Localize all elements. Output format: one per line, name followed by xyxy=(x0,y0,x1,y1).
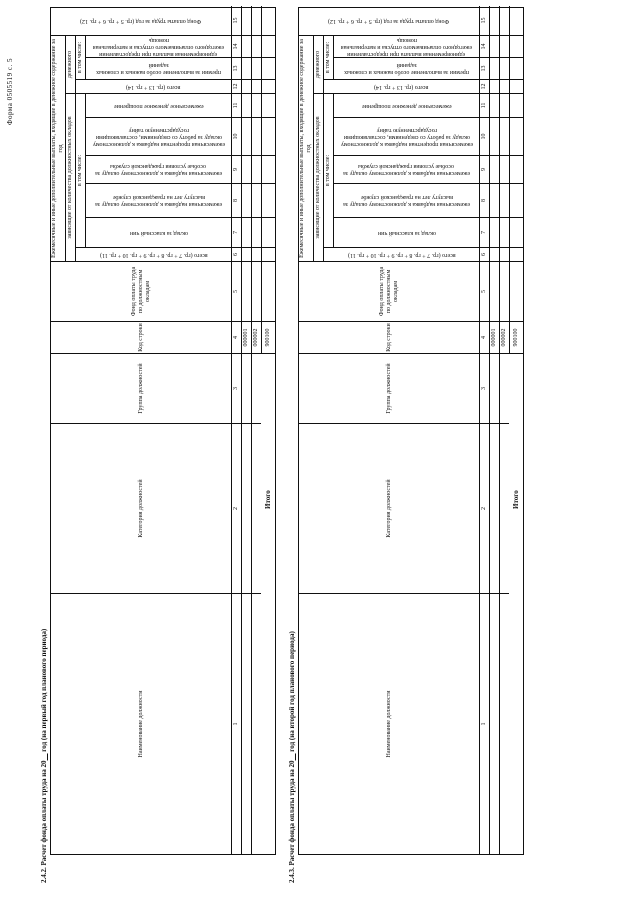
total-row-cell xyxy=(509,184,523,218)
column-number: 1 xyxy=(231,594,241,854)
column-number: 11 xyxy=(231,94,241,118)
total-row-cell xyxy=(509,262,523,322)
table-row-cell xyxy=(489,248,499,262)
table-row-cell xyxy=(499,262,509,322)
total-row-cell xyxy=(509,94,523,118)
column-number: 10 xyxy=(231,118,241,156)
column-number: 3 xyxy=(479,354,489,424)
header-position-group-text: Группа должностей xyxy=(137,363,144,414)
header-long-service xyxy=(333,184,479,218)
header-monthly-payments-text: Ежемесячные и иные дополнительные выплаты, входящие в денежное содержание за год xyxy=(51,39,64,258)
total-row-cell xyxy=(509,80,523,94)
year-blank xyxy=(40,753,48,760)
table-row-cell xyxy=(489,156,499,184)
header-depending-salary-text: денежного xyxy=(315,50,321,79)
header-class-rank-text: оклад за классный чин xyxy=(377,230,436,236)
total-row-cell xyxy=(509,118,523,156)
table-row-cell xyxy=(241,118,251,156)
table-row-cell xyxy=(499,354,509,424)
table-row-cell xyxy=(499,80,509,94)
section-title-2-prefix: 2.4.3. Расчет фонда оплаты труда на 20 xyxy=(288,760,296,883)
header-long-service-text: ежемесячная надбавка к должностному окладу за выслугу лет на гражданской службе xyxy=(343,194,470,208)
table-row-cell xyxy=(251,248,261,262)
total-row-cell xyxy=(509,248,523,262)
column-number: 4 xyxy=(479,322,489,354)
column-number: 9 xyxy=(231,156,241,184)
section-title-2-suffix: год (на второй год планового периода) xyxy=(288,631,296,752)
table-row-cell xyxy=(499,594,509,854)
total-row-cell: 900100 xyxy=(261,322,275,354)
header-salary-fund xyxy=(51,262,231,322)
header-including-1-text: в том числе: xyxy=(77,154,83,187)
table-row-cell: 000002 xyxy=(499,322,509,354)
header-including-2-text: в том числе: xyxy=(325,41,331,74)
form-number: Форма 0505519 с. 5 xyxy=(6,57,14,125)
header-state-secret xyxy=(85,118,231,156)
table-row-cell: 000002 xyxy=(251,322,261,354)
table-row-cell xyxy=(489,184,499,218)
header-total-col6 xyxy=(323,248,479,262)
total-label-2: Итого xyxy=(512,490,520,509)
table-row-cell xyxy=(251,218,261,248)
section-title-2 xyxy=(288,631,296,883)
table-row-cell xyxy=(489,594,499,854)
header-including-2 xyxy=(75,36,85,80)
salary-fund-table-2 xyxy=(298,7,524,855)
header-depending-count-text: зависящие от количества должностных окладов xyxy=(315,116,321,239)
table-row-cell xyxy=(241,80,251,94)
column-number: 12 xyxy=(231,80,241,94)
column-number: 12 xyxy=(479,80,489,94)
header-class-rank xyxy=(85,218,231,248)
table-row-cell xyxy=(251,156,261,184)
total-row-cell xyxy=(261,118,275,156)
table-row-cell xyxy=(251,80,261,94)
header-total-col12-text: всего (гр. 13 + гр. 14) xyxy=(374,84,429,90)
total-row-cell xyxy=(509,218,523,248)
header-depending-count-text: зависящие от количества должностных окладов xyxy=(67,116,73,239)
header-including-2 xyxy=(323,36,333,80)
column-number: 7 xyxy=(231,218,241,248)
total-row-cell xyxy=(261,248,275,262)
table-row-cell xyxy=(251,6,261,36)
total-row-cell xyxy=(261,218,275,248)
total-row-cell xyxy=(509,58,523,80)
table-row-cell xyxy=(499,424,509,594)
header-monthly-payments xyxy=(51,36,65,262)
header-fund-total-text: Фонд оплаты труда за год (гр. 5 + гр. 6 + гр. 12) xyxy=(328,18,450,24)
total-row-cell xyxy=(261,80,275,94)
header-including-1 xyxy=(323,94,333,248)
column-number: 2 xyxy=(479,424,489,594)
total-row-cell xyxy=(509,156,523,184)
column-number: 3 xyxy=(231,354,241,424)
header-depending-salary xyxy=(65,36,75,94)
column-number: 7 xyxy=(479,218,489,248)
header-monthly-bonus-text: ежемесячное денежное поощрение xyxy=(361,103,452,109)
column-number: 14 xyxy=(479,36,489,58)
column-number: 6 xyxy=(479,248,489,262)
header-line-code xyxy=(51,322,231,354)
header-position-category xyxy=(51,424,231,594)
table-row-cell xyxy=(251,184,261,218)
table-row-cell xyxy=(251,36,261,58)
total-row-cell xyxy=(509,6,523,36)
header-lump-sum xyxy=(85,36,231,58)
table-row-cell xyxy=(499,6,509,36)
column-number: 15 xyxy=(479,6,489,36)
column-number: 13 xyxy=(231,58,241,80)
header-monthly-bonus-text: ежемесячное денежное поощрение xyxy=(113,103,204,109)
header-state-secret xyxy=(333,118,479,156)
table-row-cell xyxy=(499,58,509,80)
table-row-cell xyxy=(489,262,499,322)
section-title-1 xyxy=(40,629,48,883)
table-row-cell xyxy=(489,6,499,36)
table-row-cell xyxy=(251,424,261,594)
total-label-1: Итого xyxy=(264,490,272,509)
header-monthly-bonus xyxy=(85,94,231,118)
header-fund-total xyxy=(299,6,479,36)
header-total-col12 xyxy=(323,80,479,94)
header-monthly-bonus xyxy=(333,94,479,118)
header-position-category-text: Категория должностей xyxy=(137,479,144,538)
table-row-cell xyxy=(241,248,251,262)
table-row-cell xyxy=(499,156,509,184)
total-row-cell xyxy=(261,58,275,80)
header-total-col6-text: всего (гр. 7 + гр. 8 + гр. 9 + гр. 10 + гр. 11) xyxy=(347,252,456,258)
header-long-service xyxy=(85,184,231,218)
section-title-1-suffix: год (на первый год планового периода) xyxy=(40,628,48,752)
column-number: 13 xyxy=(479,58,489,80)
table-row-cell xyxy=(499,36,509,58)
column-number: 2 xyxy=(231,424,241,594)
column-number: 11 xyxy=(479,94,489,118)
salary-fund-table-1 xyxy=(50,7,276,855)
header-fund-total-text: Фонд оплаты труда за год (гр. 5 + гр. 6 + гр. 12) xyxy=(80,18,202,24)
total-row-cell: 900100 xyxy=(509,322,523,354)
table-row-cell xyxy=(489,354,499,424)
column-number: 10 xyxy=(479,118,489,156)
column-number: 8 xyxy=(231,184,241,218)
header-position-category xyxy=(299,424,479,594)
table-row-cell xyxy=(251,354,261,424)
table-row-cell xyxy=(499,184,509,218)
table-row-cell xyxy=(499,118,509,156)
header-including-1 xyxy=(75,94,85,248)
table-row-cell: 000001 xyxy=(241,322,251,354)
table-row-cell xyxy=(241,594,251,854)
header-lump-sum xyxy=(333,36,479,58)
header-special-conditions-text: ежемесячная надбавка к должностному окладу за особые условия гражданской службы xyxy=(343,163,470,177)
total-row-cell xyxy=(261,262,275,322)
table-row-cell xyxy=(251,118,261,156)
column-number: 15 xyxy=(231,6,241,36)
section-title-1-prefix: 2.4.2. Расчет фонда оплаты труда на 20 xyxy=(40,760,48,883)
header-including-2-text: в том числе: xyxy=(77,41,83,74)
table-row-cell xyxy=(251,94,261,118)
table-row-cell xyxy=(241,424,251,594)
total-row-cell xyxy=(261,184,275,218)
header-position-name-text: Наименование должности xyxy=(385,690,392,758)
header-salary-fund-text: Фонд оплаты труда по должностным окладам xyxy=(378,266,399,317)
table-row-cell xyxy=(241,262,251,322)
table-row-cell xyxy=(251,594,261,854)
header-line-code-text: Код строки xyxy=(137,323,144,352)
table-row-cell xyxy=(241,156,251,184)
header-class-rank-text: оклад за классный чин xyxy=(129,230,188,236)
table-row-cell xyxy=(489,118,499,156)
header-position-name-text: Наименование должности xyxy=(137,690,144,758)
header-position-name xyxy=(299,594,479,854)
header-including-1-text: в том числе: xyxy=(325,154,331,187)
table-row-cell xyxy=(241,354,251,424)
header-lump-sum-text: единовременная выплата при предоставлении ежегодного оплачиваемого отпуска и материальная помощь xyxy=(92,37,225,57)
header-total-col6-text: всего (гр. 7 + гр. 8 + гр. 9 + гр. 10 + гр. 11) xyxy=(99,252,208,258)
column-number: 5 xyxy=(231,262,241,322)
table-row-cell xyxy=(241,58,251,80)
total-row-cell xyxy=(261,36,275,58)
table-row-cell xyxy=(241,184,251,218)
header-premiums xyxy=(333,58,479,80)
column-number: 4 xyxy=(231,322,241,354)
header-position-group-text: Группа должностей xyxy=(385,363,392,414)
table-row-cell: 000001 xyxy=(489,322,499,354)
year-blank xyxy=(288,753,296,760)
header-depending-count xyxy=(313,94,323,262)
table-row-cell xyxy=(241,36,251,58)
table-row-cell xyxy=(251,58,261,80)
header-position-category-text: Категория должностей xyxy=(385,479,392,538)
header-position-name xyxy=(51,594,231,854)
header-salary-fund xyxy=(299,262,479,322)
table-row-cell xyxy=(241,94,251,118)
table-row-cell xyxy=(489,36,499,58)
table-row-cell xyxy=(499,94,509,118)
header-depending-salary-text: денежного xyxy=(67,50,73,79)
header-total-col12-text: всего (гр. 13 + гр. 14) xyxy=(126,84,181,90)
table-row-cell xyxy=(499,248,509,262)
header-monthly-payments xyxy=(299,36,313,262)
total-row-cell xyxy=(261,94,275,118)
total-row-cell xyxy=(261,156,275,184)
column-number: 5 xyxy=(479,262,489,322)
header-state-secret-text: ежемесячная процентная надбавка к должностному окладу за работу со сведениями, составляющими государственную тайну xyxy=(340,127,473,147)
header-position-group xyxy=(299,354,479,424)
header-class-rank xyxy=(333,218,479,248)
header-state-secret-text: ежемесячная процентная надбавка к должностному окладу за работу со сведениями, составляющими государственную тайну xyxy=(92,127,225,147)
header-premiums-text: премии за выполнение особо важных и сложных заданий xyxy=(96,62,221,76)
header-salary-fund-text: Фонд оплаты труда по должностным окладам xyxy=(130,266,151,317)
header-position-group xyxy=(51,354,231,424)
header-special-conditions-text: ежемесячная надбавка к должностному окладу за особые условия гражданской службы xyxy=(95,163,222,177)
header-fund-total xyxy=(51,6,231,36)
column-number: 1 xyxy=(479,594,489,854)
header-monthly-payments-text: Ежемесячные и иные дополнительные выплаты, входящие в денежное содержание за год xyxy=(299,39,312,258)
header-premiums xyxy=(85,58,231,80)
header-depending-count xyxy=(65,94,75,262)
header-special-conditions xyxy=(85,156,231,184)
header-line-code xyxy=(299,322,479,354)
header-total-col12 xyxy=(75,80,231,94)
table-row-cell xyxy=(241,218,251,248)
column-number: 8 xyxy=(479,184,489,218)
header-line-code-text: Код строки xyxy=(385,323,392,352)
table-row-cell xyxy=(251,262,261,322)
table-row-cell xyxy=(489,218,499,248)
table-row-cell xyxy=(489,424,499,594)
header-depending-salary xyxy=(313,36,323,94)
header-special-conditions xyxy=(333,156,479,184)
total-row-cell xyxy=(261,6,275,36)
table-row-cell xyxy=(241,6,251,36)
header-total-col6 xyxy=(75,248,231,262)
total-row-cell xyxy=(509,36,523,58)
header-long-service-text: ежемесячная надбавка к должностному окладу за выслугу лет на гражданской службе xyxy=(95,194,222,208)
header-premiums-text: премии за выполнение особо важных и сложных заданий xyxy=(344,62,469,76)
column-number: 6 xyxy=(231,248,241,262)
column-number: 14 xyxy=(231,36,241,58)
table-row-cell xyxy=(489,94,499,118)
table-row-cell xyxy=(499,218,509,248)
table-row-cell xyxy=(489,58,499,80)
table-row-cell xyxy=(489,80,499,94)
header-lump-sum-text: единовременная выплата при предоставлении ежегодного оплачиваемого отпуска и материальная помощь xyxy=(340,37,473,57)
column-number: 9 xyxy=(479,156,489,184)
